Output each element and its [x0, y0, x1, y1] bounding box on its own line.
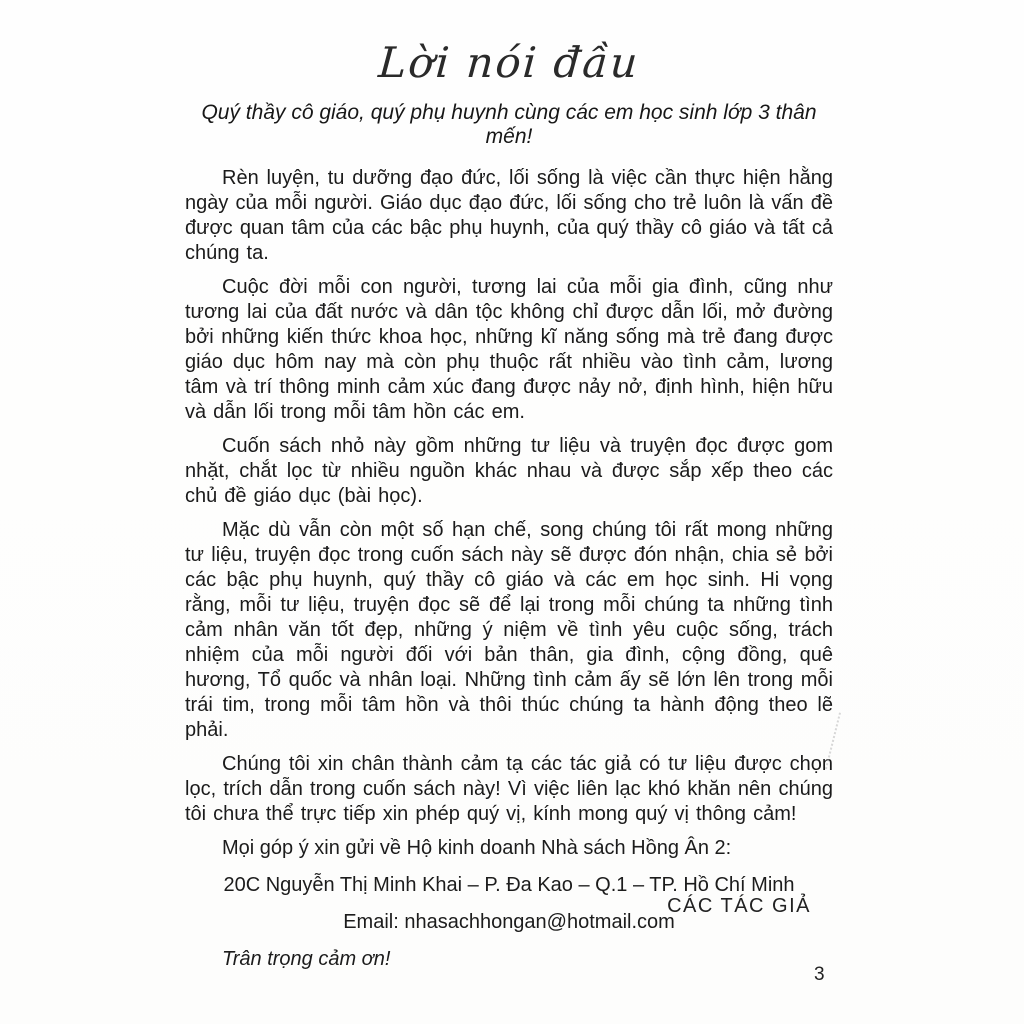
authors-signature: CÁC TÁC GIẢ — [667, 895, 811, 917]
greeting-line: Quý thầy cô giáo, quý phụ huynh cùng các em học sinh lớp 3 thân mến! — [201, 101, 817, 148]
paragraph: Cuộc đời mỗi con người, tương lai của mỗi gia đình, cũng như tương lai của đất nước và dân tộc không chỉ được dẫn lối, mở đường bởi những kiến thức khoa học, những kĩ năng sống mà trẻ đang được giáo dục hôm nay mà còn phụ thuộc rất nhiều vào tình cảm, lương tâm và trí thông minh cảm xúc đang được nảy nở, định hình, hiện hữu và dẫn lối trong mỗi tâm hồn các em. — [185, 276, 833, 423]
paragraph: Mặc dù vẫn còn một số hạn chế, song chúng tôi rất mong những tư liệu, truyện đọc trong cuốn sách này sẽ được đón nhận, chia sẻ bởi các bậc phụ huynh, quý thầy cô giáo và các em học sinh. Hi vọng rằng, mỗi tư liệu, truyện đọc sẽ để lại trong mỗi chúng ta những tình cảm nhân văn tốt đẹp, những ý niệm về tình yêu cuộc sống, trách nhiệm của mỗi người đối với bản thân, gia đình, cộng đồng, quê hương, Tổ quốc và nhân loại. Những tình cảm ấy sẽ lớn lên trong mỗi trái tim, trong mỗi tâm hồn và thôi thúc chúng ta hành động theo lẽ phải. — [185, 519, 833, 741]
contact-intro: Mọi góp ý xin gửi về Hộ kinh doanh Nhà sách Hồng Ân 2: — [222, 837, 732, 859]
contact-address: 20C Nguyễn Thị Minh Khai – P. Đa Kao – Q.1 – TP. Hồ Chí Minh — [223, 874, 795, 896]
paragraph: Chúng tôi xin chân thành cảm tạ các tác giả có tư liệu được chọn lọc, trích dẫn trong cuốn sách này! Vì việc liên lạc khó khăn nên chúng tôi chưa thể trực tiếp xin phép quý vị, kính mong quý vị thông cảm! — [185, 753, 833, 825]
page-title: Lời nói đầu — [376, 38, 642, 87]
page-number: 3 — [814, 964, 825, 985]
paragraph: Cuốn sách nhỏ này gồm những tư liệu và truyện đọc được gom nhặt, chắt lọc từ nhiều nguồn khác nhau và được sắp xếp theo các chủ đề giáo dục (bài học). — [185, 435, 833, 507]
contact-email: Email: nhasachhongan@hotmail.com — [343, 911, 675, 933]
closing-thanks: Trân trọng cảm ơn! — [222, 948, 391, 970]
paragraph: Rèn luyện, tu dưỡng đạo đức, lối sống là việc cần thực hiện hằng ngày của mỗi người. Giáo dục đạo đức, lối sống cho trẻ luôn là vấn đề được quan tâm của các bậc phụ huynh, của quý thầy cô giáo và tất cả chúng ta. — [185, 167, 833, 264]
page-content — [185, 38, 833, 972]
